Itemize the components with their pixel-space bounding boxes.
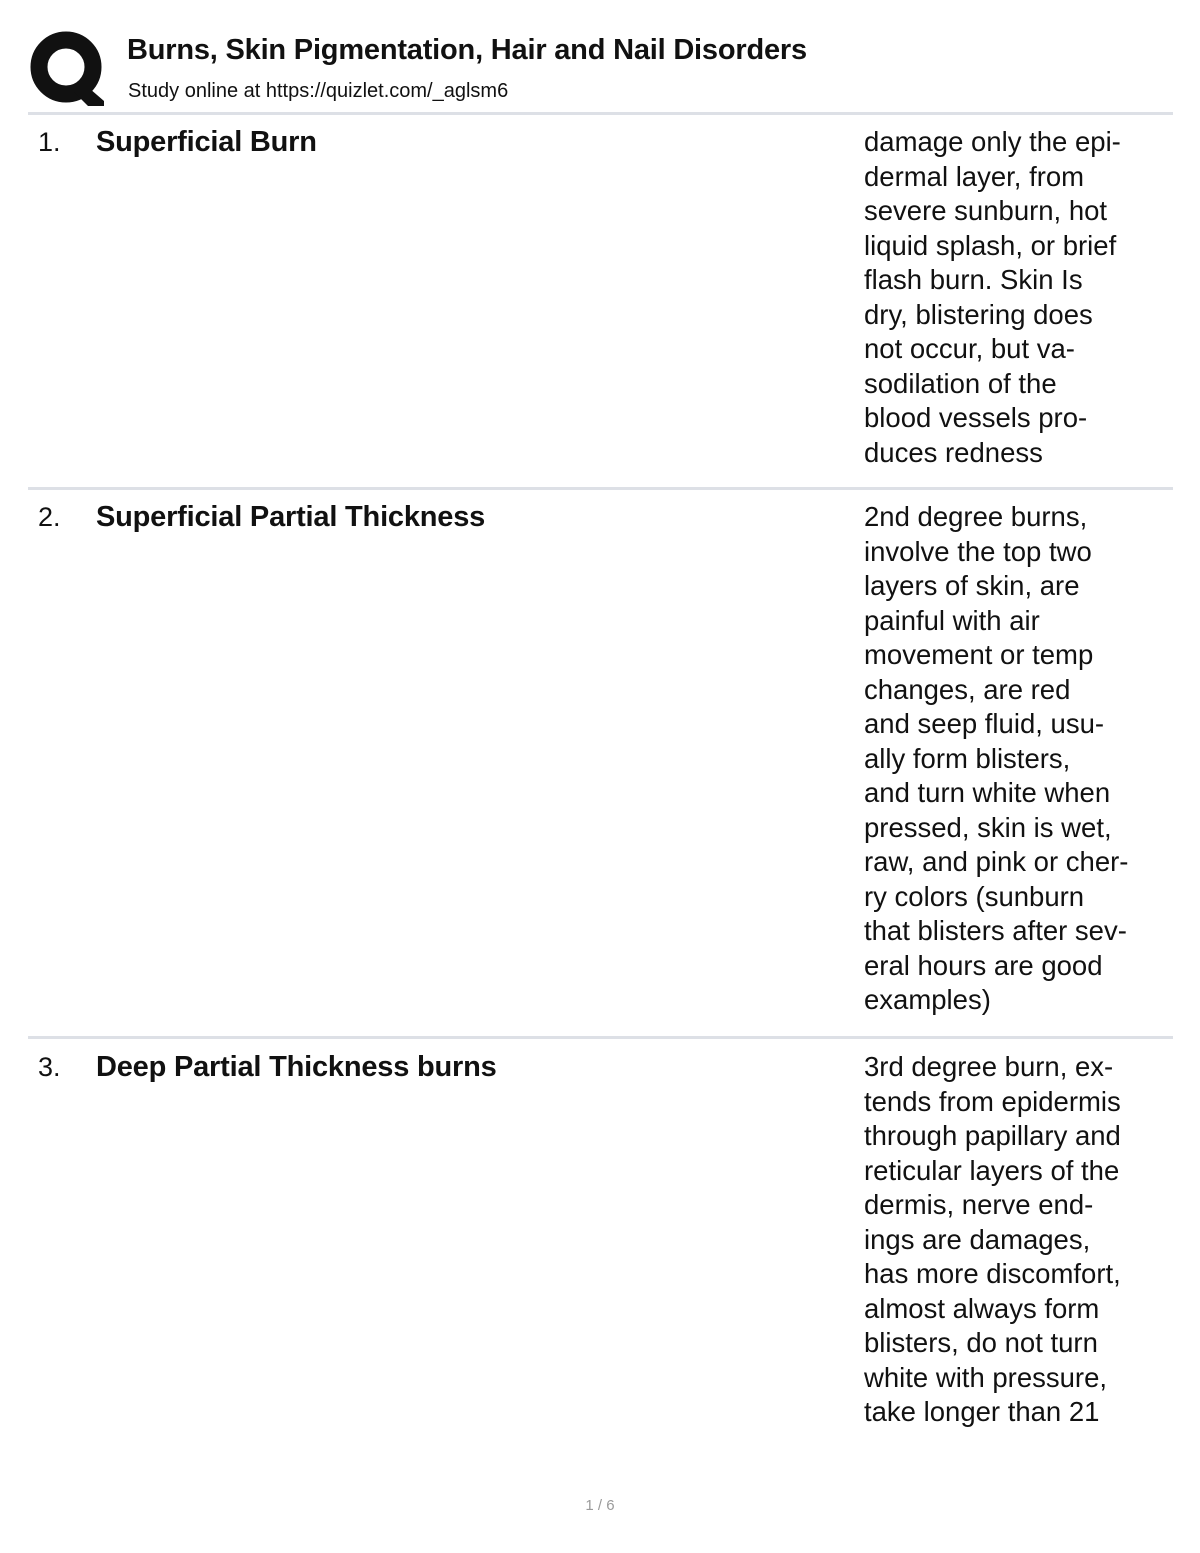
definition-line: almost always form xyxy=(864,1292,1100,1324)
definition-line: dry, blistering does xyxy=(864,298,1093,330)
study-online-link[interactable]: Study online at https://quizlet.com/_aglsm6 xyxy=(128,80,509,102)
divider xyxy=(28,487,1173,490)
definition-line: sodilation of the xyxy=(864,367,1057,399)
definition-line: liquid splash, or brief xyxy=(864,229,1117,261)
definition-line: examples) xyxy=(864,984,991,1015)
card-term: Deep Partial Thickness burns xyxy=(96,1051,497,1083)
card-number: 2. xyxy=(38,502,61,532)
definition-line: tends from epidermis xyxy=(864,1085,1121,1117)
definition-line: painful with air xyxy=(864,604,1040,636)
divider xyxy=(28,112,1173,115)
definition-line: raw, and pink or cher- xyxy=(864,846,1129,877)
page-header xyxy=(0,0,1200,112)
definition-line: dermis, nerve end- xyxy=(864,1189,1094,1220)
definition-line: 3rd degree burn, ex- xyxy=(864,1051,1114,1082)
definition-line: has more discomfort, xyxy=(864,1258,1121,1289)
definition-line: involve the top two xyxy=(864,535,1092,567)
definition-line: severe sunburn, hot xyxy=(864,195,1108,226)
definition-line: not occur, but va- xyxy=(864,333,1075,364)
card-definition xyxy=(864,1050,1174,1430)
definition-line: duces redness xyxy=(864,436,1043,468)
quizlet-q-logo-icon xyxy=(30,30,106,106)
definition-line: blood vessels pro- xyxy=(864,402,1088,433)
card-term: Superficial Partial Thickness xyxy=(96,501,486,533)
definition-line: and seep fluid, usu- xyxy=(864,708,1105,739)
definition-line: reticular layers of the xyxy=(864,1154,1120,1186)
definition-line: that blisters after sev- xyxy=(864,915,1127,946)
definition-line: dermal layer, from xyxy=(864,160,1085,192)
card-term: Superficial Burn xyxy=(96,126,317,158)
definition-line: and turn white when xyxy=(864,777,1111,808)
definition-line: 2nd degree burns, xyxy=(864,501,1088,532)
card-number: 3. xyxy=(38,1052,61,1082)
card-number: 1. xyxy=(38,127,61,157)
page-indicator: 1 / 6 xyxy=(585,1497,615,1514)
definition-line: white with pressure, xyxy=(864,1361,1108,1393)
definition-line: ally form blisters, xyxy=(864,742,1071,774)
document-title: Burns, Skin Pigmentation, Hair and Nail Disorders xyxy=(127,34,807,66)
definition-line: flash burn. Skin Is xyxy=(864,264,1083,295)
definition-line: damage only the epi- xyxy=(864,126,1121,157)
card-definition xyxy=(864,500,1174,1018)
definition-line: ry colors (sunburn xyxy=(864,880,1085,912)
definition-line: movement or temp xyxy=(864,639,1094,670)
definition-line: pressed, skin is wet, xyxy=(864,811,1112,843)
definition-line: take longer than 21 xyxy=(864,1396,1100,1427)
definition-line: ings are damages, xyxy=(864,1223,1091,1255)
definition-line: changes, are red xyxy=(864,673,1071,705)
card-definition xyxy=(864,125,1174,470)
definition-line: through papillary and xyxy=(864,1120,1121,1151)
definition-line: eral hours are good xyxy=(864,949,1103,981)
definition-line: blisters, do not turn xyxy=(864,1327,1098,1358)
definition-line: layers of skin, are xyxy=(864,570,1080,601)
divider xyxy=(28,1036,1173,1039)
